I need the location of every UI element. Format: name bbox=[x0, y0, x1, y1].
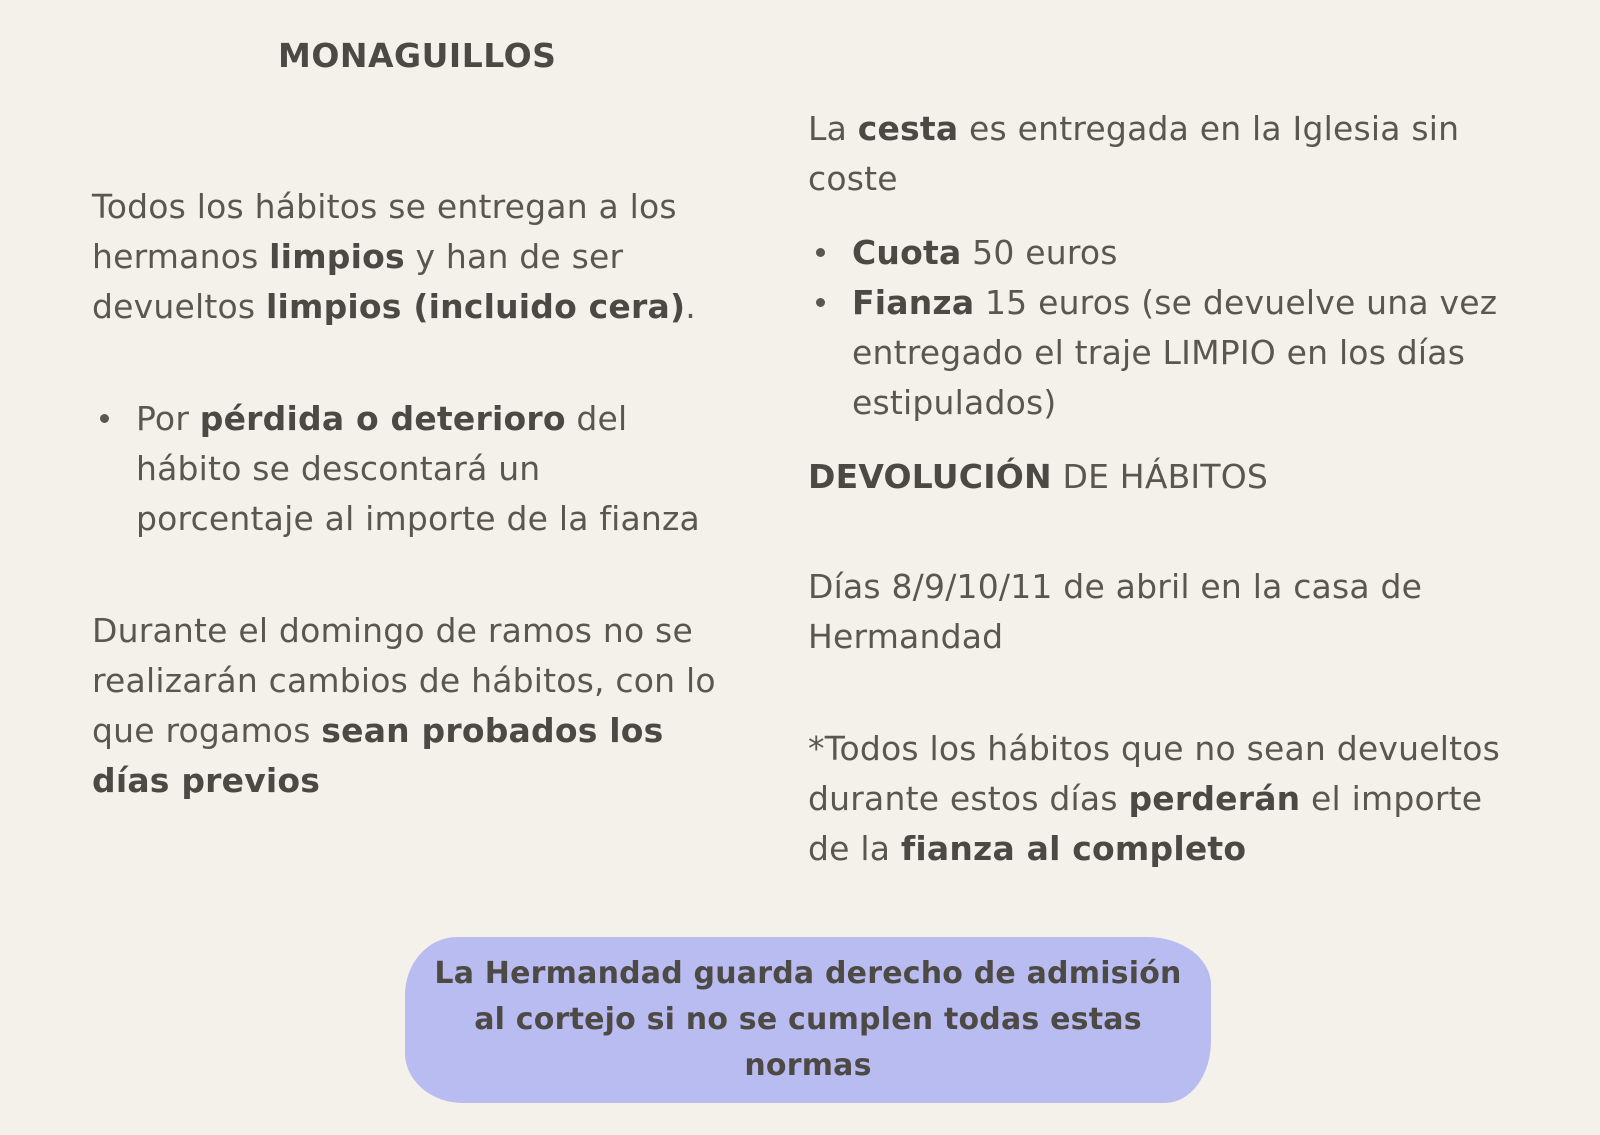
list-item-fianza: Fianza 15 euros (se devuelve una vez entregado el traje LIMPIO en los días estipulados) bbox=[808, 278, 1514, 428]
paragraph-return-dates: Días 8/9/10/11 de abril en la casa de Hermandad bbox=[808, 567, 1423, 656]
list-item-deposit-deduction: Por pérdida o deterioro del hábito se descontará un porcentaje al importe de la fianza bbox=[92, 394, 720, 544]
paragraph-basket: La cesta es entregada en la Iglesia sin coste bbox=[808, 109, 1460, 198]
section-heading-devolucion: DEVOLUCIÓN DE HÁBITOS bbox=[808, 457, 1269, 496]
right-column bbox=[808, 104, 1514, 874]
admission-note-text: La Hermandad guarda derecho de admisión al cortejo si no se cumplen todas estas normas bbox=[434, 956, 1182, 1083]
page-title: MONAGUILLOS bbox=[278, 36, 557, 75]
list-item-cuota: Cuota 50 euros bbox=[808, 228, 1514, 278]
admission-note-blob bbox=[405, 937, 1211, 1103]
left-column bbox=[92, 182, 720, 806]
left-bullet-list bbox=[92, 394, 720, 544]
right-bullet-list bbox=[808, 228, 1514, 428]
paragraph-palm-sunday: Durante el domingo de ramos no se realizarán cambios de hábitos, con lo que rogamos sean probados los días previos bbox=[92, 611, 716, 800]
paragraph-deposit-warning: *Todos los hábitos que no sean devueltos durante estos días perderán el importe de la fianza al completo bbox=[808, 729, 1501, 868]
paragraph-habit-delivery: Todos los hábitos se entregan a los hermanos limpios y han de ser devueltos limpios (incluido cera). bbox=[92, 187, 696, 326]
